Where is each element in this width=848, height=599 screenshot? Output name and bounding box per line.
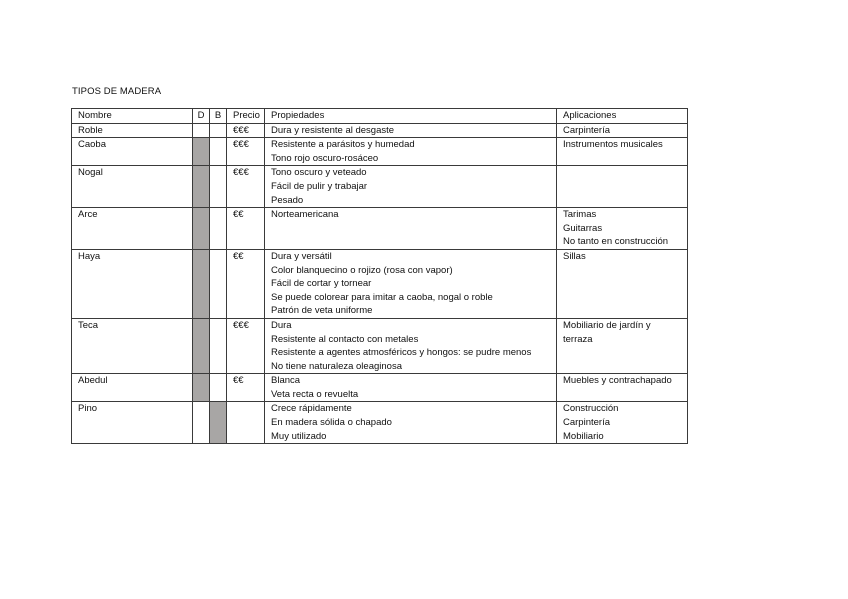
properties-cell (265, 138, 557, 166)
property-line: Resistente al contacto con metales (271, 333, 419, 345)
property-line: Fácil de cortar y tornear (271, 278, 372, 290)
property-line: Se puede colorear para imitar a caoba, nogal o roble (271, 291, 493, 303)
table-row (72, 208, 688, 250)
d-cell (193, 249, 210, 318)
application-line: Mobiliario de jardín y (563, 319, 651, 331)
property-line: Tono rojo oscuro-rosáceo (271, 152, 379, 164)
applications-cell (557, 249, 688, 318)
application-line: Carpintería (563, 124, 610, 136)
property-line: Color blanquecino o rojizo (rosa con vapor) (271, 264, 453, 276)
property-line: En madera sólida o chapado (271, 417, 392, 429)
application-line: Tarimas (563, 209, 597, 221)
d-cell (193, 166, 210, 208)
b-cell (210, 318, 227, 373)
header-properties: Propiedades (265, 109, 557, 124)
header-name: Nombre (72, 109, 193, 124)
table-row (72, 123, 688, 138)
applications-cell (557, 138, 688, 166)
price-cell: €€€ (227, 123, 265, 138)
price-cell: €€ (227, 374, 265, 402)
property-line: Muy utilizado (271, 430, 327, 442)
properties-cell (265, 318, 557, 373)
wood-name-cell: Pino (72, 402, 193, 444)
table-body (72, 123, 688, 444)
d-cell (193, 138, 210, 166)
property-line: Pesado (271, 194, 304, 206)
property-line: Tono oscuro y veteado (271, 167, 367, 179)
applications-cell (557, 208, 688, 250)
table-row (72, 402, 688, 444)
applications-cell (557, 402, 688, 444)
d-cell (193, 208, 210, 250)
application-line: Muebles y contrachapado (563, 375, 672, 387)
header-b: B (210, 109, 227, 124)
header-applications: Aplicaciones (557, 109, 688, 124)
price-cell: €€ (227, 208, 265, 250)
property-line: Resistente a parásitos y humedad (271, 139, 415, 151)
wood-name-cell: Arce (72, 208, 193, 250)
wood-name-cell: Nogal (72, 166, 193, 208)
b-cell (210, 166, 227, 208)
properties-cell (265, 374, 557, 402)
property-line: Patrón de veta uniforme (271, 305, 373, 317)
b-cell (210, 123, 227, 138)
d-cell (193, 318, 210, 373)
application-line: Instrumentos musicales (563, 139, 663, 151)
table-header-row (72, 109, 688, 124)
properties-cell (265, 402, 557, 444)
price-cell: €€€ (227, 318, 265, 373)
properties-cell (265, 208, 557, 250)
price-cell: €€€ (227, 166, 265, 208)
price-cell: €€ (227, 249, 265, 318)
property-line: Crece rápidamente (271, 403, 352, 415)
applications-cell (557, 374, 688, 402)
wood-name-cell: Abedul (72, 374, 193, 402)
properties-cell (265, 249, 557, 318)
property-line: No tiene naturaleza oleaginosa (271, 360, 402, 372)
table-row (72, 249, 688, 318)
properties-cell (265, 123, 557, 138)
header-price: Precio (227, 109, 265, 124)
application-line: Construcción (563, 403, 619, 415)
wood-name-cell: Teca (72, 318, 193, 373)
d-cell (193, 123, 210, 138)
property-line: Resistente a agentes atmosféricos y hongos: se pudre menos (271, 347, 532, 359)
wood-types-table (71, 108, 688, 444)
price-cell (227, 402, 265, 444)
b-cell (210, 208, 227, 250)
applications-cell (557, 123, 688, 138)
properties-cell (265, 166, 557, 208)
b-cell (210, 249, 227, 318)
b-cell (210, 138, 227, 166)
application-line: Carpintería (563, 417, 610, 429)
table-row (72, 374, 688, 402)
property-line: Blanca (271, 375, 301, 387)
property-line: Norteamericana (271, 209, 339, 221)
price-cell: €€€ (227, 138, 265, 166)
wood-name-cell: Caoba (72, 138, 193, 166)
table-row (72, 318, 688, 373)
b-cell (210, 402, 227, 444)
property-line: Veta recta o revuelta (271, 388, 359, 400)
property-line: Dura y versátil (271, 250, 332, 262)
application-line: Mobiliario (563, 430, 604, 442)
applications-cell (557, 318, 688, 373)
table-row (72, 138, 688, 166)
property-line: Dura y resistente al desgaste (271, 124, 395, 136)
applications-cell (557, 166, 688, 208)
application-line: No tanto en construcción (563, 236, 669, 248)
application-line: terraza (563, 333, 593, 345)
application-line: Sillas (563, 250, 586, 262)
property-line: Fácil de pulir y trabajar (271, 180, 368, 192)
document-title: TIPOS DE MADERA (72, 86, 162, 97)
wood-name-cell: Haya (72, 249, 193, 318)
d-cell (193, 374, 210, 402)
table-row (72, 166, 688, 208)
d-cell (193, 402, 210, 444)
header-d: D (193, 109, 210, 124)
wood-name-cell: Roble (72, 123, 193, 138)
b-cell (210, 374, 227, 402)
property-line: Dura (271, 319, 292, 331)
application-line: Guitarras (563, 222, 603, 234)
